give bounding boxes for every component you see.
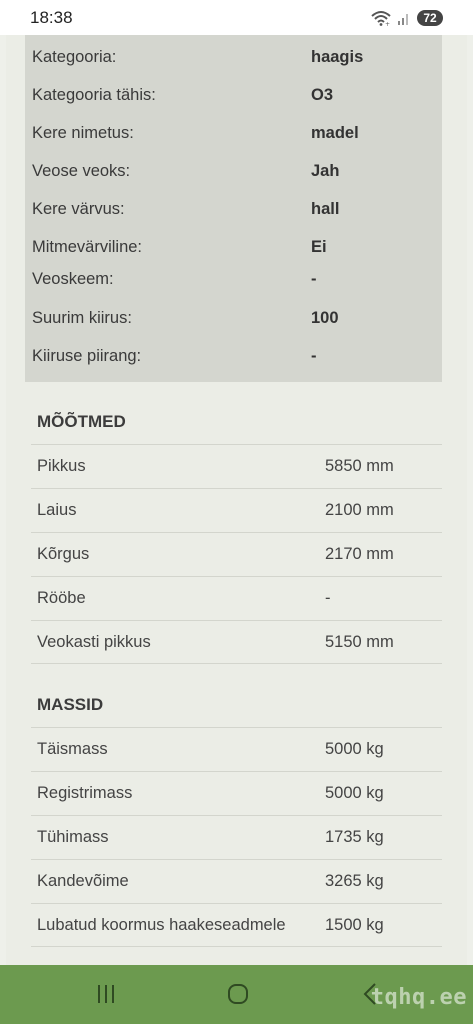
table-row: [31, 771, 442, 815]
row-label: Registrimass: [37, 784, 133, 802]
home-button[interactable]: [223, 979, 253, 1009]
row-label: Pikkus: [37, 457, 86, 475]
row-value: -: [325, 589, 331, 607]
info-value: madel: [311, 124, 359, 142]
row-label: Tühimass: [37, 828, 109, 846]
table-row: [31, 727, 442, 771]
row-label: Kandevõime: [37, 872, 129, 890]
info-row-category-code: [25, 86, 442, 110]
table-row: [31, 620, 442, 664]
table-row: [31, 532, 442, 576]
row-label: Veokasti pikkus: [37, 633, 151, 651]
row-value: 1735 kg: [325, 828, 384, 846]
info-row-body-name: [25, 124, 442, 148]
dimensions-table: [31, 444, 442, 664]
row-label: Laius: [37, 501, 77, 519]
dimensions-section-title: MÕÕTMED: [37, 412, 126, 431]
info-row-cargo: [25, 162, 442, 186]
table-row: [31, 903, 442, 947]
info-value: O3: [311, 86, 334, 104]
recent-apps-button[interactable]: [91, 979, 121, 1009]
row-value: 1500 kg: [325, 916, 384, 934]
info-row-speed-limit: [25, 347, 442, 371]
info-label: Veoskeem:: [32, 270, 114, 288]
info-row-body-color: [25, 200, 442, 224]
info-row-multicolor: [25, 238, 442, 262]
wifi-icon: [371, 10, 391, 26]
row-value: 3265 kg: [325, 872, 384, 890]
info-label: Kategooria:: [32, 48, 117, 66]
info-value: haagis: [311, 48, 364, 66]
info-row-category: [25, 48, 442, 72]
row-value: 2100 mm: [325, 501, 394, 519]
status-bar: [0, 0, 473, 35]
battery-badge: 72: [417, 10, 443, 26]
page-content[interactable]: [0, 35, 473, 965]
status-time: 18:38: [30, 7, 73, 27]
info-value: -: [311, 270, 317, 288]
row-value: 5850 mm: [325, 457, 394, 475]
info-row-max-speed: [25, 309, 442, 333]
table-row: [31, 488, 442, 532]
info-label: Kere värvus:: [32, 200, 125, 218]
system-nav-bar: [0, 965, 473, 1024]
table-row: [31, 576, 442, 620]
masses-section-title: MASSID: [37, 695, 104, 714]
row-label: Täismass: [37, 740, 108, 758]
watermark: tqhq.ee: [370, 985, 467, 1010]
signal-icon: [397, 11, 411, 25]
info-value: hall: [311, 200, 340, 218]
row-label: Rööbe: [37, 589, 86, 607]
info-label: Kere nimetus:: [32, 124, 134, 142]
row-value: 5150 mm: [325, 633, 394, 651]
info-row-drive-scheme: [25, 270, 442, 294]
svg-text:+: +: [385, 20, 391, 26]
info-label: Kiiruse piirang:: [32, 347, 142, 365]
table-row: [31, 815, 442, 859]
info-value: 100: [311, 309, 339, 327]
info-label: Suurim kiirus:: [32, 309, 132, 327]
info-label: Kategooria tähis:: [32, 86, 156, 104]
row-value: 5000 kg: [325, 740, 384, 758]
info-value: Ei: [311, 238, 327, 256]
status-icons: [371, 10, 443, 26]
table-row: [31, 444, 442, 488]
info-label: Veose veoks:: [32, 162, 131, 180]
row-value: 5000 kg: [325, 784, 384, 802]
row-label: Kõrgus: [37, 545, 90, 563]
info-label: Mitmevärviline:: [32, 238, 143, 256]
row-label: Lubatud koormus haakeseadmele: [37, 916, 286, 934]
info-value: -: [311, 347, 317, 365]
row-value: 2170 mm: [325, 545, 394, 563]
vehicle-info-box: [25, 35, 442, 382]
info-value: Jah: [311, 162, 340, 180]
table-row: [31, 859, 442, 903]
masses-table: [31, 727, 442, 947]
